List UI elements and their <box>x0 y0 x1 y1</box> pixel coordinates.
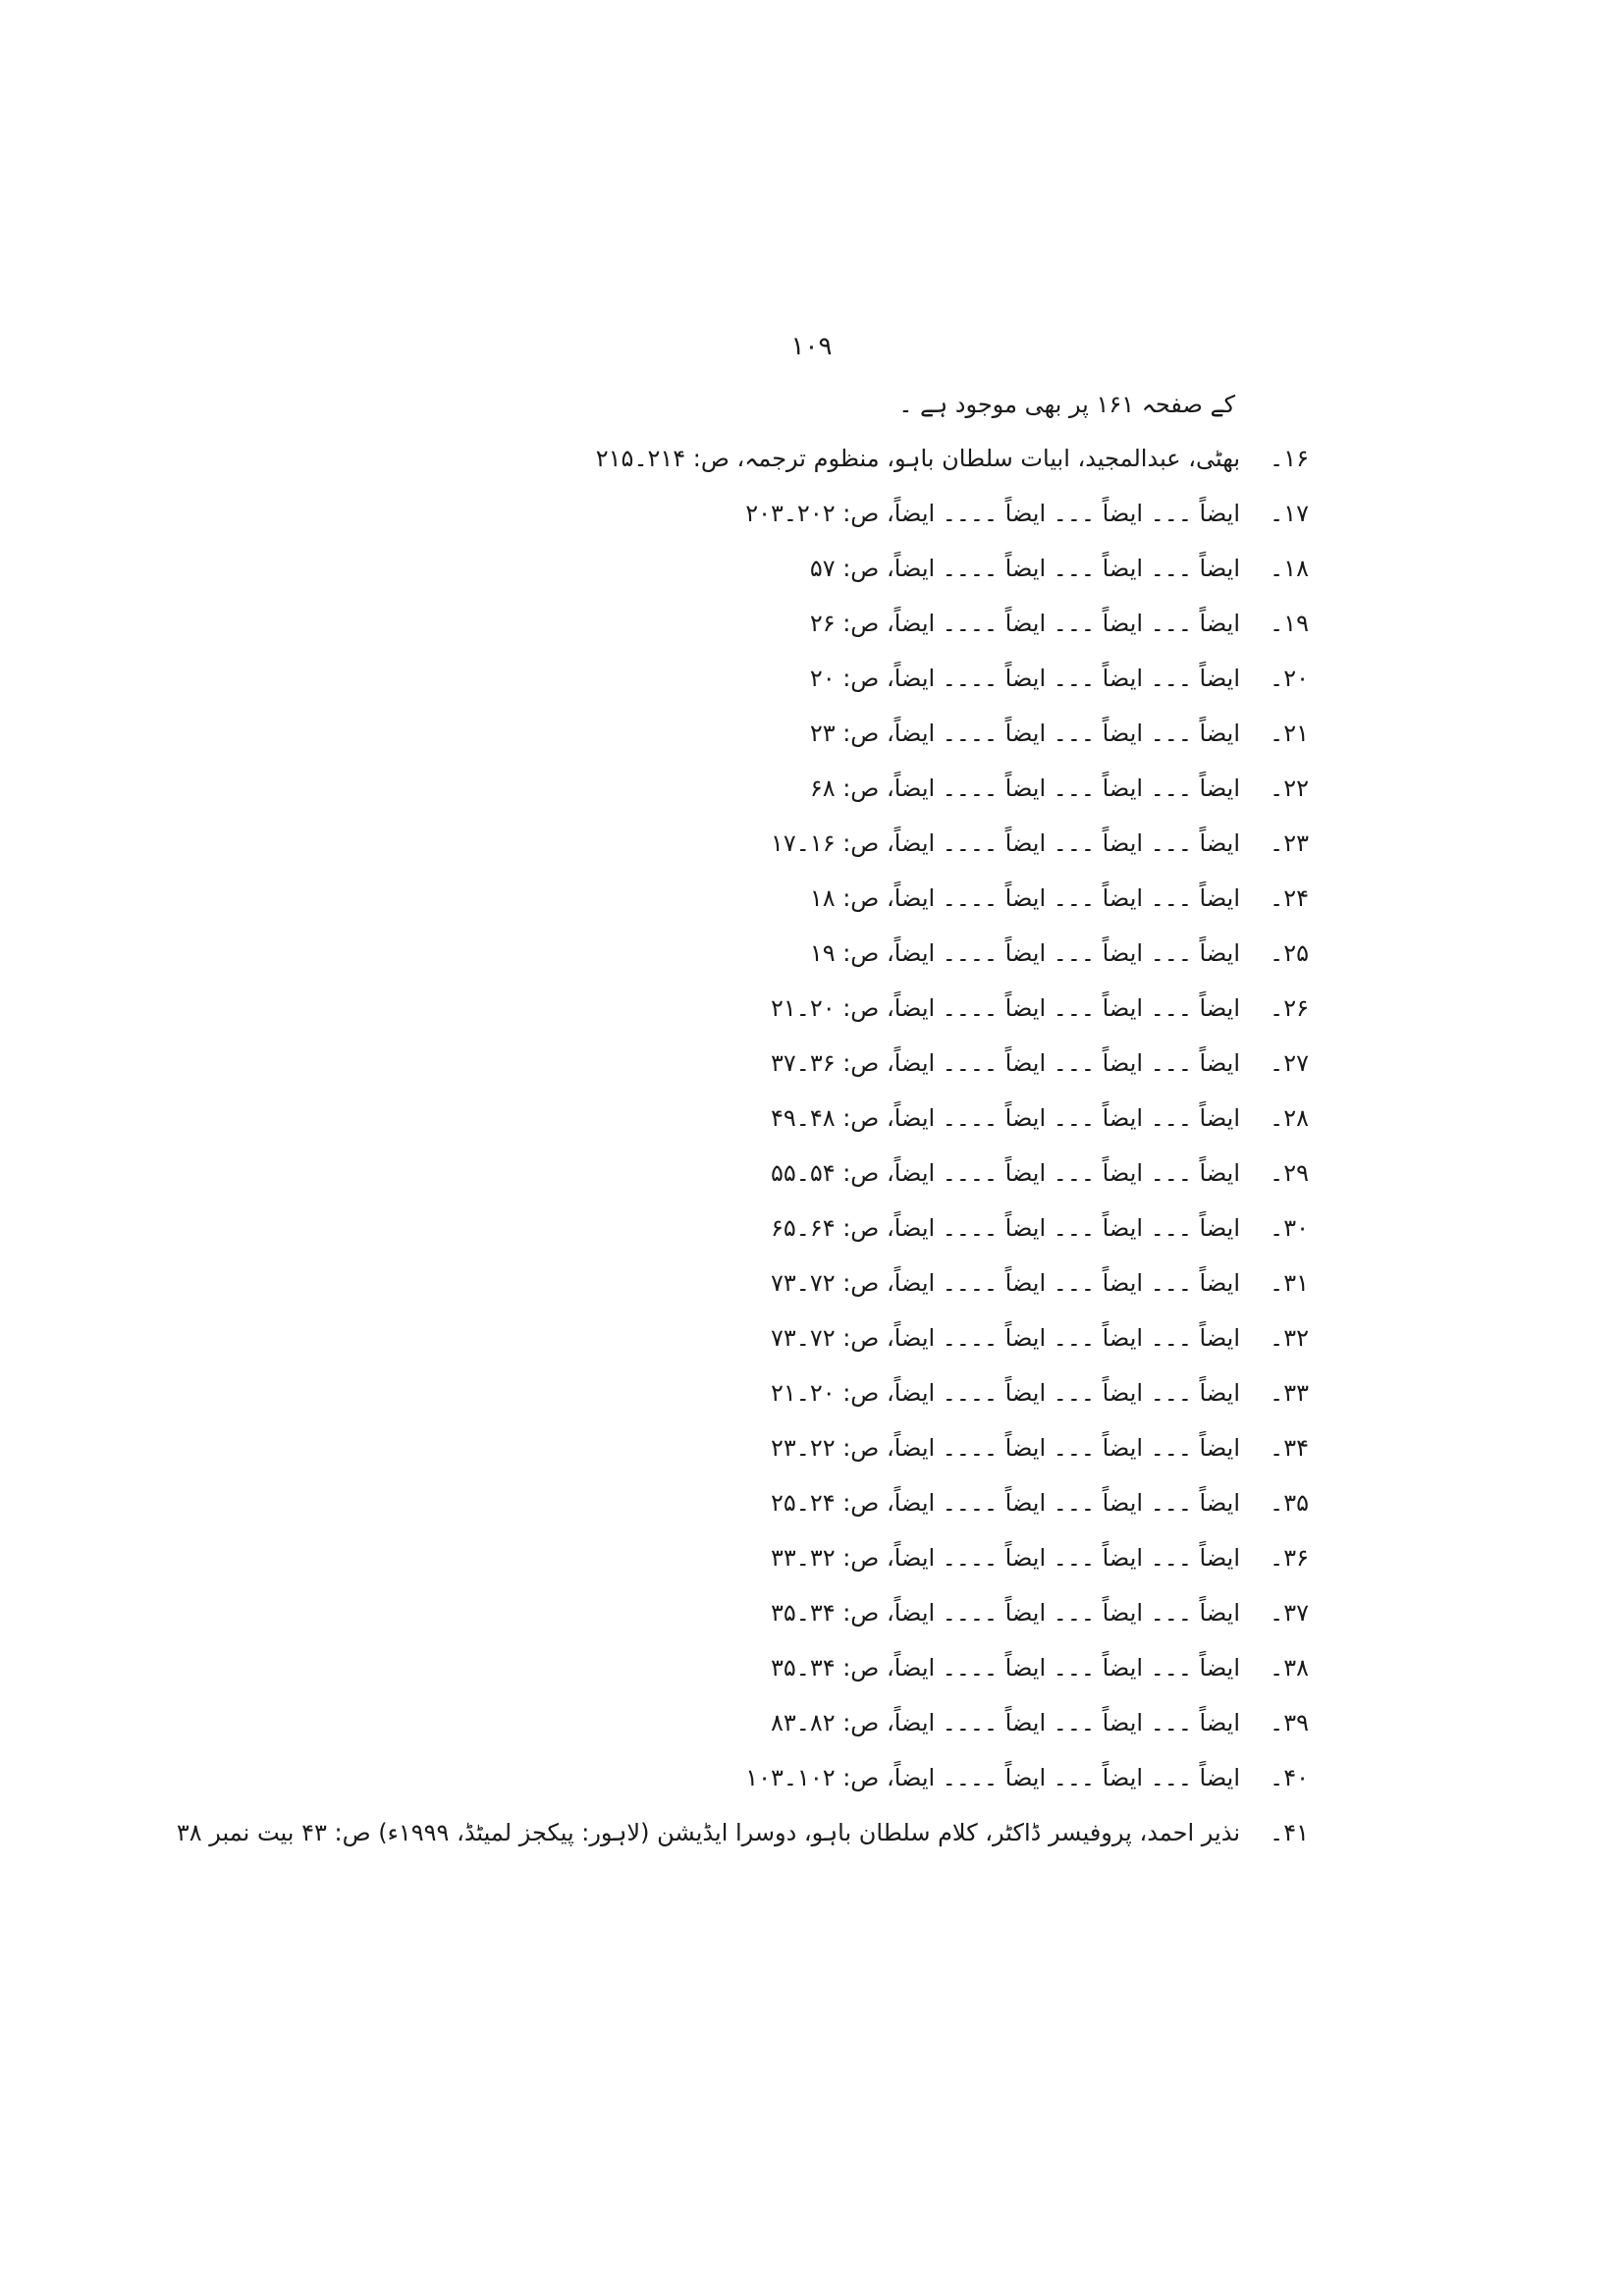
note-number: ۳۳۔ <box>1270 1379 1309 1407</box>
note-24 <box>810 879 1309 918</box>
note-number: ۳۹۔ <box>1270 1709 1309 1736</box>
note-number: ۳۵۔ <box>1270 1489 1309 1517</box>
note-text: ایضاً ۔۔۔ ایضاً ۔۔۔ ایضاً ۔۔۔۔ ایضاً، ص: ۲۰۲۔۲۰۳ <box>745 500 1240 527</box>
note-text: ایضاً ۔۔۔ ایضاً ۔۔۔ ایضاً ۔۔۔۔ ایضاً، ص: ۶۴۔۶۵ <box>770 1214 1240 1242</box>
note-number: ۳۴۔ <box>1270 1434 1309 1462</box>
note-number: ۳۲۔ <box>1270 1324 1309 1352</box>
note-number: ۲۳۔ <box>1270 829 1309 857</box>
note-18 <box>810 549 1309 588</box>
note-38 <box>771 1648 1309 1687</box>
note-number: ۱۸۔ <box>1270 555 1309 582</box>
note-number: ۱۷۔ <box>1270 500 1309 527</box>
note-number: ۳۶۔ <box>1270 1544 1309 1572</box>
note-text: ایضاً ۔۔۔ ایضاً ۔۔۔ ایضاً ۔۔۔۔ ایضاً، ص: ۲۳ <box>809 720 1240 747</box>
note-text: ایضاً ۔۔۔ ایضاً ۔۔۔ ایضاً ۔۔۔۔ ایضاً، ص: ۳۴۔۳۵ <box>770 1599 1240 1627</box>
note-text: ایضاً ۔۔۔ ایضاً ۔۔۔ ایضاً ۔۔۔۔ ایضاً، ص: ۱۸ <box>809 884 1240 912</box>
note-text: ایضاً ۔۔۔ ایضاً ۔۔۔ ایضاً ۔۔۔۔ ایضاً، ص: ۸۲۔۸۳ <box>770 1709 1240 1736</box>
note-37 <box>771 1593 1309 1632</box>
note-26 <box>771 988 1309 1028</box>
note-16 <box>596 439 1309 478</box>
note-20 <box>810 659 1309 698</box>
note-text: ایضاً ۔۔۔ ایضاً ۔۔۔ ایضاً ۔۔۔۔ ایضاً، ص: ۱۰۲۔۱۰۳ <box>745 1764 1240 1791</box>
note-40 <box>745 1758 1309 1797</box>
note-number: ۲۰۔ <box>1270 665 1309 692</box>
note-number: ۲۲۔ <box>1270 774 1309 802</box>
note-text: ایضاً ۔۔۔ ایضاً ۔۔۔ ایضاً ۔۔۔۔ ایضاً، ص: ۲۰۔۲۱ <box>770 1379 1240 1407</box>
note-number: ۳۷۔ <box>1270 1599 1309 1627</box>
note-22 <box>810 769 1309 808</box>
note-text: ایضاً ۔۔۔ ایضاً ۔۔۔ ایضاً ۔۔۔۔ ایضاً، ص: ۴۸۔۴۹ <box>770 1104 1240 1132</box>
note-text: ایضاً ۔۔۔ ایضاً ۔۔۔ ایضاً ۔۔۔۔ ایضاً، ص: ۲۲۔۲۳ <box>770 1434 1240 1462</box>
note-text: ایضاً ۔۔۔ ایضاً ۔۔۔ ایضاً ۔۔۔۔ ایضاً، ص: ۲۶ <box>809 610 1240 637</box>
note-text: ایضاً ۔۔۔ ایضاً ۔۔۔ ایضاً ۔۔۔۔ ایضاً، ص: ۳۶۔۳۷ <box>770 1049 1240 1077</box>
note-35 <box>771 1483 1309 1522</box>
note-number: ۲۴۔ <box>1270 884 1309 912</box>
page-number: ۱۰۹ <box>790 332 833 361</box>
note-text: بھٹی، عبدالمجید، ابیات سلطان باہو، منظوم ترجمہ، ص: ۲۱۴۔۲۱۵ <box>595 445 1240 472</box>
note-text: ایضاً ۔۔۔ ایضاً ۔۔۔ ایضاً ۔۔۔۔ ایضاً، ص: ۵۴۔۵۵ <box>770 1159 1240 1187</box>
note-text: نذیر احمد، پروفیسر ڈاکٹر، کلام سلطان باہو، دوسرا ایڈیشن (لاہور: پیکجز لمیٹڈ، ۱۹۹۹ء) ص: ۴۳ بیت نمبر ۳۸ <box>176 1819 1240 1846</box>
note-number: ۳۸۔ <box>1270 1654 1309 1682</box>
note-17 <box>745 494 1309 533</box>
note-39 <box>771 1703 1309 1742</box>
note-25 <box>810 934 1309 973</box>
note-28 <box>771 1098 1309 1138</box>
note-29 <box>771 1153 1309 1193</box>
note-text: ایضاً ۔۔۔ ایضاً ۔۔۔ ایضاً ۔۔۔۔ ایضاً، ص: ۷۲۔۷۳ <box>770 1324 1240 1352</box>
continuation-line: کے صفحہ ۱۶۱ پر بھی موجود ہے ۔ <box>898 391 1235 418</box>
note-number: ۱۶۔ <box>1270 445 1309 472</box>
note-21 <box>810 714 1309 753</box>
note-number: ۳۰۔ <box>1270 1214 1309 1242</box>
note-32 <box>771 1318 1309 1358</box>
note-text: ایضاً ۔۔۔ ایضاً ۔۔۔ ایضاً ۔۔۔۔ ایضاً، ص: ۲۰ <box>809 665 1240 692</box>
note-text: ایضاً ۔۔۔ ایضاً ۔۔۔ ایضاً ۔۔۔۔ ایضاً، ص: ۲۰۔۲۱ <box>770 994 1240 1022</box>
note-text: ایضاً ۔۔۔ ایضاً ۔۔۔ ایضاً ۔۔۔۔ ایضاً، ص: ۳۲۔۳۳ <box>770 1544 1240 1572</box>
note-number: ۲۶۔ <box>1270 994 1309 1022</box>
note-41 <box>177 1813 1309 1852</box>
note-number: ۱۹۔ <box>1270 610 1309 637</box>
note-text: ایضاً ۔۔۔ ایضاً ۔۔۔ ایضاً ۔۔۔۔ ایضاً، ص: ۷۲۔۷۳ <box>770 1269 1240 1297</box>
note-number: ۴۱۔ <box>1270 1819 1309 1846</box>
note-27 <box>771 1043 1309 1083</box>
note-number: ۲۷۔ <box>1270 1049 1309 1077</box>
note-text: ایضاً ۔۔۔ ایضاً ۔۔۔ ایضاً ۔۔۔۔ ایضاً، ص: ۱۹ <box>809 939 1240 967</box>
note-number: ۴۰۔ <box>1270 1764 1309 1791</box>
note-number: ۲۱۔ <box>1270 720 1309 747</box>
note-text: ایضاً ۔۔۔ ایضاً ۔۔۔ ایضاً ۔۔۔۔ ایضاً، ص: ۲۴۔۲۵ <box>770 1489 1240 1517</box>
note-19 <box>810 604 1309 643</box>
note-text: ایضاً ۔۔۔ ایضاً ۔۔۔ ایضاً ۔۔۔۔ ایضاً، ص: ۵۷ <box>809 555 1240 582</box>
note-text: ایضاً ۔۔۔ ایضاً ۔۔۔ ایضاً ۔۔۔۔ ایضاً، ص: ۳۴۔۳۵ <box>770 1654 1240 1682</box>
note-number: ۲۸۔ <box>1270 1104 1309 1132</box>
note-text: ایضاً ۔۔۔ ایضاً ۔۔۔ ایضاً ۔۔۔۔ ایضاً، ص: ۶۸ <box>809 774 1240 802</box>
note-23 <box>771 824 1309 863</box>
note-31 <box>771 1263 1309 1303</box>
note-33 <box>771 1373 1309 1413</box>
note-text: ایضاً ۔۔۔ ایضاً ۔۔۔ ایضاً ۔۔۔۔ ایضاً، ص: ۱۶۔۱۷ <box>770 829 1240 857</box>
note-number: ۳۱۔ <box>1270 1269 1309 1297</box>
note-36 <box>771 1538 1309 1577</box>
note-34 <box>771 1428 1309 1468</box>
note-number: ۲۹۔ <box>1270 1159 1309 1187</box>
note-number: ۲۵۔ <box>1270 939 1309 967</box>
note-30 <box>771 1208 1309 1248</box>
